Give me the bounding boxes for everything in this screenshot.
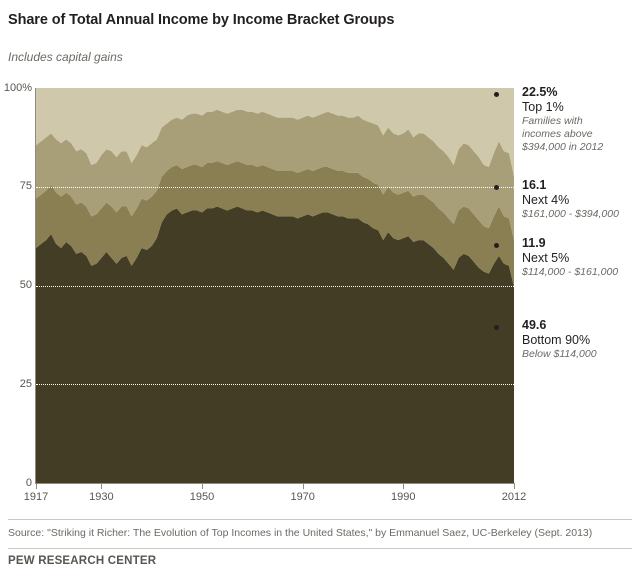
x-tick-label: 1950 bbox=[189, 491, 215, 503]
annotation-dot-next5 bbox=[494, 243, 499, 248]
gridline-25 bbox=[36, 384, 514, 385]
y-tick-100: 100% bbox=[3, 82, 32, 94]
annotation-desc-line1: $114,000 - $161,000 bbox=[522, 266, 619, 278]
annotation-group: Next 5% bbox=[522, 251, 570, 265]
annotation-value: 11.9 bbox=[522, 236, 546, 250]
x-tick-label: 1990 bbox=[391, 491, 416, 503]
annotation-desc-line1: Families with bbox=[522, 115, 583, 127]
annotation-value: 22.5% bbox=[522, 85, 558, 99]
annotation-bottom90 bbox=[522, 318, 640, 361]
page-title: Share of Total Annual Income by Income Bracket Groups bbox=[8, 12, 395, 28]
x-tick-label: 1930 bbox=[89, 491, 114, 503]
x-tick bbox=[36, 484, 37, 489]
annotation-value: 49.6 bbox=[522, 318, 547, 332]
plot-area bbox=[36, 88, 514, 483]
x-axis-line bbox=[35, 483, 515, 484]
annotation-dot-next4 bbox=[494, 185, 499, 190]
annotation-dot-top1 bbox=[494, 92, 499, 97]
brand-label: PEW RESEARCH CENTER bbox=[8, 555, 157, 567]
source-note: Source: "Striking it Richer: The Evolution of Top Incomes in the United States," by Emmanuel Saez, UC-Berkeley (Sept. 2013) bbox=[8, 527, 593, 539]
annotation-desc-line1: $161,000 - $394,000 bbox=[522, 208, 619, 220]
divider-bottom bbox=[8, 548, 632, 549]
annotation-group: Bottom 90% bbox=[522, 333, 591, 347]
x-tick-label: 2012 bbox=[501, 491, 527, 503]
x-tick bbox=[202, 484, 203, 489]
y-tick-75: 75 bbox=[19, 180, 32, 192]
x-tick bbox=[514, 484, 515, 489]
annotation-next4 bbox=[522, 178, 640, 221]
x-tick bbox=[303, 484, 304, 489]
y-axis-line bbox=[35, 88, 36, 484]
y-tick-25: 25 bbox=[19, 378, 32, 390]
annotation-value: 16.1 bbox=[522, 178, 547, 192]
annotation-next5 bbox=[522, 236, 640, 279]
chart-subtitle: Includes capital gains bbox=[8, 50, 123, 64]
x-tick-label: 1970 bbox=[290, 491, 315, 503]
annotation-desc-line2: incomes above bbox=[522, 128, 593, 140]
x-tick-label: 1917 bbox=[23, 491, 49, 503]
gridline-75 bbox=[36, 187, 514, 188]
x-tick bbox=[403, 484, 404, 489]
divider-top bbox=[8, 519, 632, 520]
y-tick-50: 50 bbox=[19, 279, 32, 291]
x-tick bbox=[101, 484, 102, 489]
annotation-top1 bbox=[522, 85, 640, 154]
annotation-dot-bottom90 bbox=[494, 325, 499, 330]
annotation-group: Next 4% bbox=[522, 193, 570, 207]
y-tick-0: 0 bbox=[25, 477, 32, 489]
annotation-group: Top 1% bbox=[522, 100, 564, 114]
gridline-50 bbox=[36, 286, 514, 287]
annotation-desc-line1: Below $114,000 bbox=[522, 348, 597, 360]
annotation-desc-line3: $394,000 in 2012 bbox=[522, 141, 604, 153]
